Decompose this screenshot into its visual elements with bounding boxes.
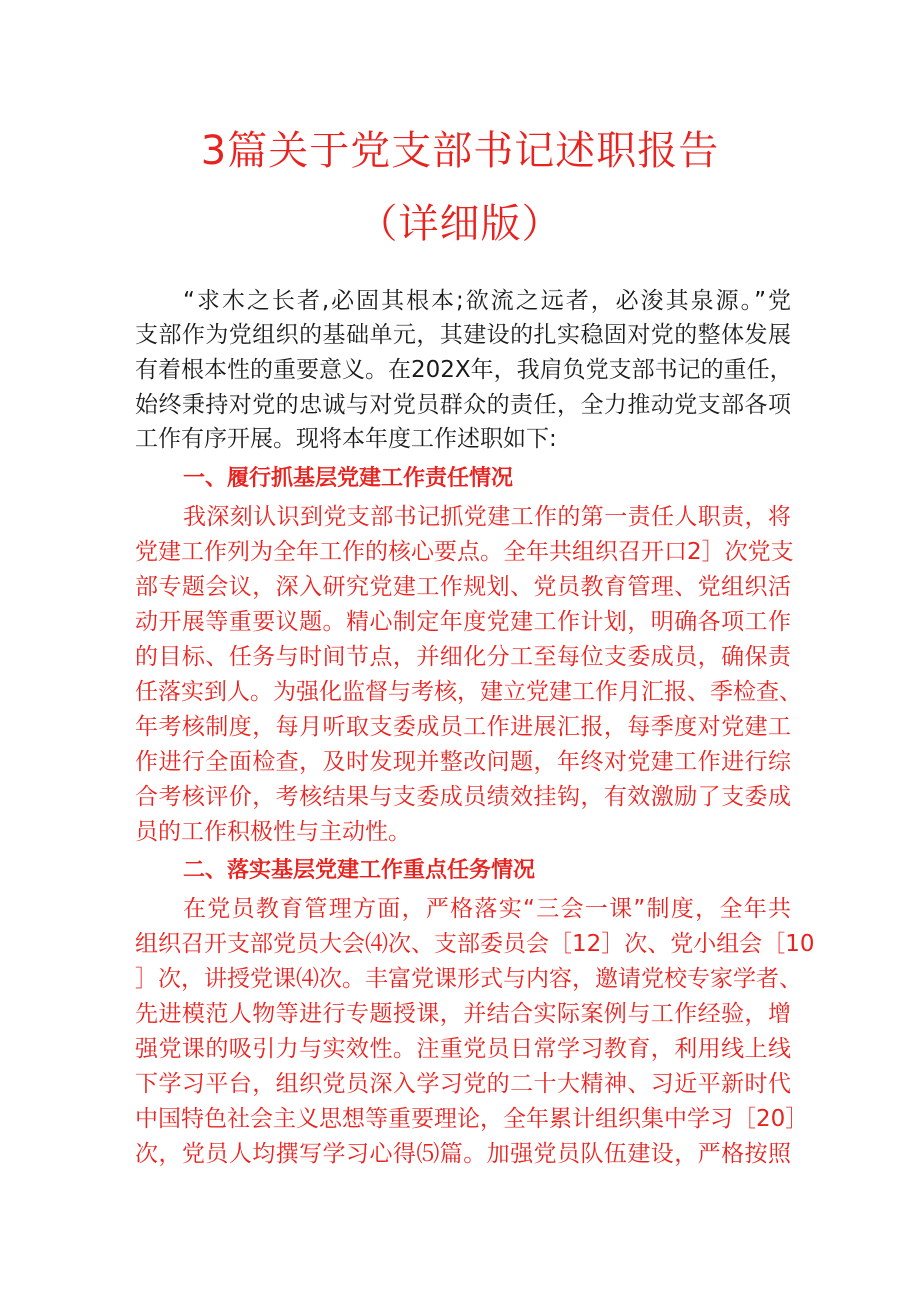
section1-line: 党建工作列为全年工作的核心要点。全年共组织召开口2］次党支: [135, 539, 794, 565]
section1-line: 我深刻认识到党支部书记抓党建工作的第一责任人职责，将: [183, 504, 791, 530]
section1-line: 部专题会议，深入研究党建工作规划、党员教育管理、党组织活: [135, 574, 791, 600]
section1-line: 作进行全面检查，及时发现并整改问题，年终对党建工作进行综: [135, 749, 791, 775]
intro-line: 有着根本性的重要意义。在202X年，我肩负党支部书记的重任，: [135, 357, 793, 383]
section1-line: 年考核制度，每月听取支委成员工作进展汇报，每季度对党建工: [135, 714, 791, 740]
section1-line: 合考核评价，考核结果与支委成员绩效挂钩，有效激励了支委成: [135, 784, 791, 810]
section1-line: 动开展等重要议题。精心制定年度党建工作计划，明确各项工作: [135, 609, 791, 635]
intro-line: 始终秉持对党的忠诚与对党员群众的责任，全力推动党支部各项: [135, 392, 791, 418]
section2-line: 次，党员人均撰写学习心得⑸篇。加强党员队伍建设，严格按照: [135, 1141, 791, 1167]
section1-line: 任落实到人。为强化监督与考核，建立党建工作月汇报、季检查、: [135, 679, 802, 705]
section2-line: 中国特色社会主义思想等重要理论，全年累计组织集中学习［20］: [135, 1106, 809, 1132]
section1-line: 员的工作积极性与主动性。: [135, 819, 411, 845]
section2-line: 组织召开支部党员大会⑷次、支部委员会［12］次、党小组会［10: [135, 931, 815, 957]
document-title: 3篇关于党支部书记述职报告: [200, 128, 720, 174]
intro-line: 支部作为党组织的基础单元，其建设的扎实稳固对党的整体发展: [135, 322, 791, 348]
intro-line: 工作有序开展。现将本年度工作述职如下:: [135, 426, 557, 452]
section-heading-1: 一、履行抓基层党建工作责任情况: [183, 466, 514, 491]
section2-line: 下学习平台，组织党员深入学习党的二十大精神、习近平新时代: [135, 1071, 791, 1097]
document-subtitle: （详细版）: [357, 201, 563, 247]
section2-line: 在党员教育管理方面，严格落实“三会一课”制度，全年共: [183, 896, 791, 922]
section2-line: 强党课的吸引力与实效性。注重党员日常学习教育，利用线上线: [135, 1036, 791, 1062]
intro-line: “求木之长者,必固其根本;欲流之远者，必浚其泉源。”党: [183, 288, 791, 314]
section2-line: ］次，讲授党课⑷次。丰富党课形式与内容，邀请党校专家学者、: [135, 966, 802, 992]
section1-line: 的目标、任务与时间节点，并细化分工至每位支委成员，确保责: [135, 644, 791, 670]
section2-line: 先进模范人物等进行专题授课，并结合实际案例与工作经验，增: [135, 1001, 791, 1027]
section-heading-2: 二、落实基层党建工作重点任务情况: [183, 858, 536, 883]
